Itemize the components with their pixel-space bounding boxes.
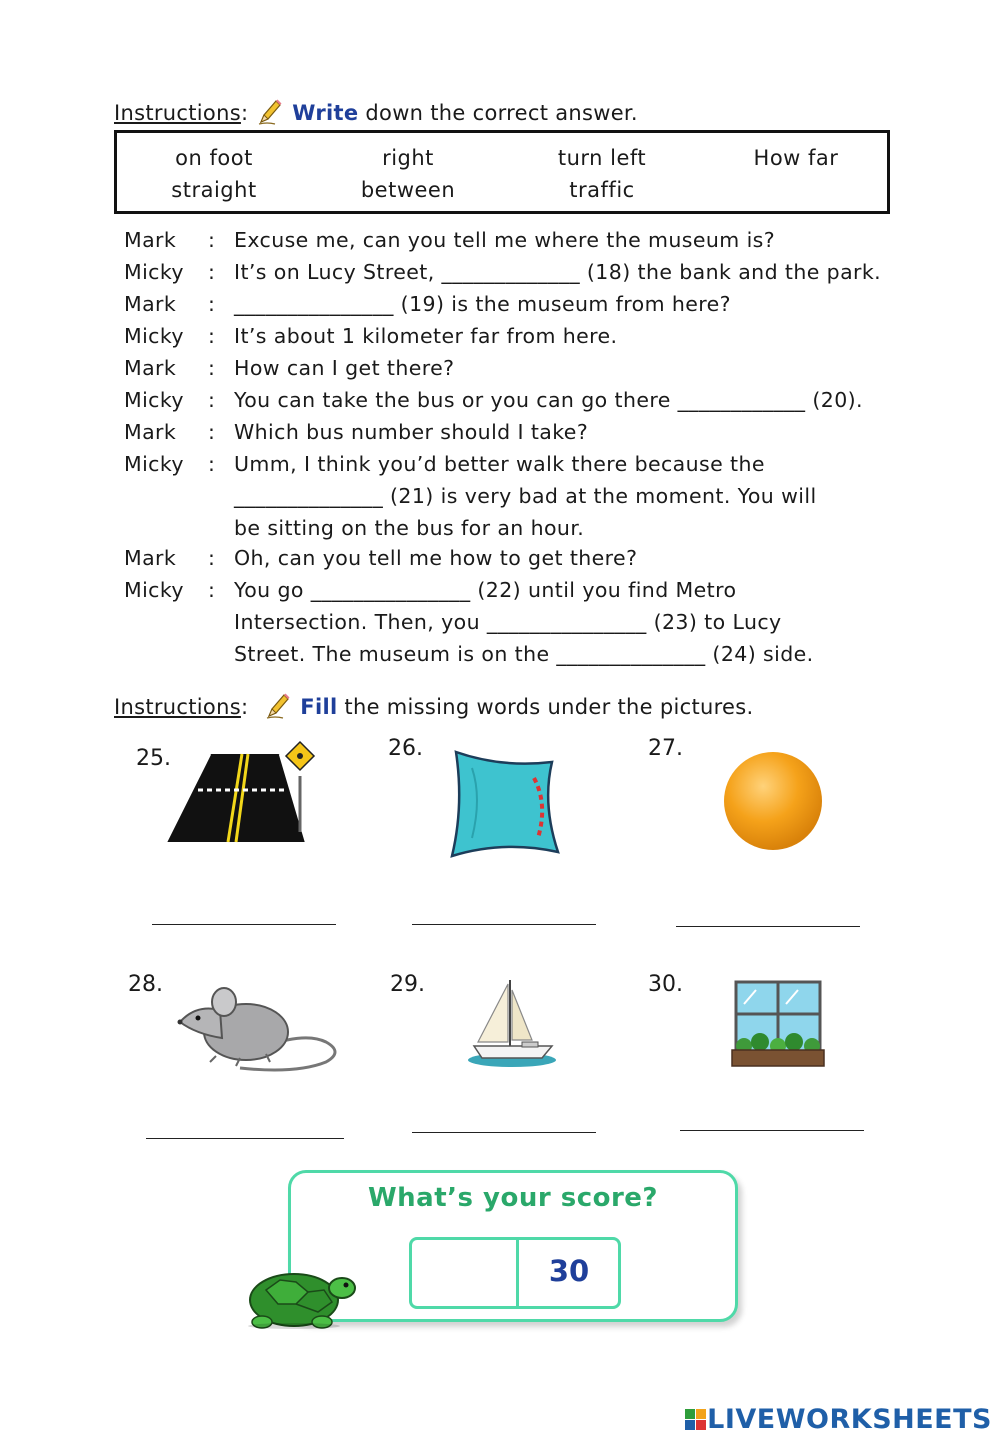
road-icon [164, 736, 324, 848]
answer-line[interactable] [412, 1132, 596, 1133]
speaker-name: Mark [124, 228, 177, 252]
score-divider [516, 1240, 519, 1306]
dialogue-line: _______________ (19) is the museum from here? [234, 292, 731, 316]
word-bank-item: How far [753, 146, 839, 170]
answer-line[interactable] [680, 1130, 864, 1131]
dialogue-line: be sitting on the bus for an hour. [234, 516, 585, 540]
word-bank-item: on foot [175, 146, 253, 170]
instruction-verb: Fill [300, 695, 338, 719]
orange-ball-icon [722, 750, 824, 852]
answer-line[interactable] [412, 924, 596, 925]
word-bank-item: straight [171, 178, 257, 202]
instructions-label: Instructions [114, 101, 241, 125]
speaker-name: Mark [124, 356, 177, 380]
speaker-name: Micky [124, 260, 184, 284]
dialogue-line: It’s on Lucy Street, _____________ (18) the bank and the park. [234, 260, 882, 284]
speaker-name: Micky [124, 578, 184, 602]
sailboat-icon [466, 976, 560, 1070]
liveworksheets-logo-icon [685, 1407, 707, 1431]
speaker-name: Mark [124, 546, 177, 570]
word-bank-item: between [360, 178, 456, 202]
speaker-name: Micky [124, 452, 184, 476]
dialogue-line: Oh, can you tell me how to get there? [234, 546, 638, 570]
brand-logo: LIVEWORKSHEETS [685, 1404, 992, 1435]
word-bank-item: traffic [569, 178, 635, 202]
dialogue-line: Street. The museum is on the ______________ (24) side. [234, 642, 814, 666]
instructions-write: Instructions: Write down the correct answer. [114, 98, 638, 126]
dialogue-line: Which bus number should I take? [234, 420, 589, 444]
word-bank-item: turn left [557, 146, 647, 170]
answer-line[interactable] [676, 926, 860, 927]
question-number: 27. [648, 736, 683, 761]
speaker-name: Mark [124, 292, 177, 316]
speaker-name: Micky [124, 324, 184, 348]
score-frame [409, 1237, 621, 1309]
dialogue-line: It’s about 1 kilometer far from here. [234, 324, 618, 348]
question-number: 28. [128, 972, 163, 997]
dialogue-line: Excuse me, can you tell me where the museum is? [234, 228, 776, 252]
pillow-icon [442, 748, 566, 860]
score-title: What’s your score? [367, 1183, 659, 1213]
pencil-icon [265, 692, 291, 720]
window-icon [730, 980, 826, 1070]
instructions-fill: Instructions: Fill the missing words under the pictures. [114, 692, 754, 720]
dialogue-line: Intersection. Then, you _______________ (23) to Lucy [234, 610, 782, 634]
turtle-icon [236, 1260, 356, 1330]
question-number: 25. [136, 746, 171, 771]
answer-line[interactable] [146, 1138, 344, 1139]
dialogue-line: Umm, I think you’d better walk there because the [234, 452, 765, 476]
score-input[interactable] [412, 1240, 516, 1306]
dialogue-line: You can take the bus or you can go there ____________ (20). [234, 388, 863, 412]
instruction-verb: Write [292, 101, 359, 125]
instructions-label: Instructions [114, 695, 241, 719]
word-bank-item: right [382, 146, 434, 170]
speaker-name: Micky [124, 388, 184, 412]
answer-line[interactable] [152, 924, 336, 925]
word-bank [114, 130, 890, 214]
dialogue-line: You go _______________ (22) until you find Metro [234, 578, 737, 602]
question-number: 26. [388, 736, 423, 761]
question-number: 30. [648, 972, 683, 997]
dialogue-line: ______________ (21) is very bad at the moment. You will [234, 484, 817, 508]
pencil-icon [257, 98, 283, 126]
score-total: 30 [548, 1254, 590, 1288]
speaker-name: Mark [124, 420, 177, 444]
dialogue-line: How can I get there? [234, 356, 455, 380]
question-number: 29. [390, 972, 425, 997]
mouse-icon [176, 982, 342, 1076]
dialogue: Mark : Excuse me, can you tell me where the museum is? Micky : It’s on Lucy Street, _____________ (18) the bank and the park. Mark : _______________ (19) is the museum from here? Micky : It’s about 1 kilometer far from here. Mark : How can I get there? Micky : You can take the bus or you can go there ____________ (20). Mark : Which bus number should I take? Micky : Umm, I think you’d better walk there because the ______________ (21) is very bad at the moment. You will be sitting on the bus for an hour. Mark : Oh, can you tell me how to get there? Micky : You go _______________ (22) until you find Metro Intersection. Then, you _______________ (23) to Lucy Street. The museum is on the ______________ (24) side. [124, 228, 882, 666]
